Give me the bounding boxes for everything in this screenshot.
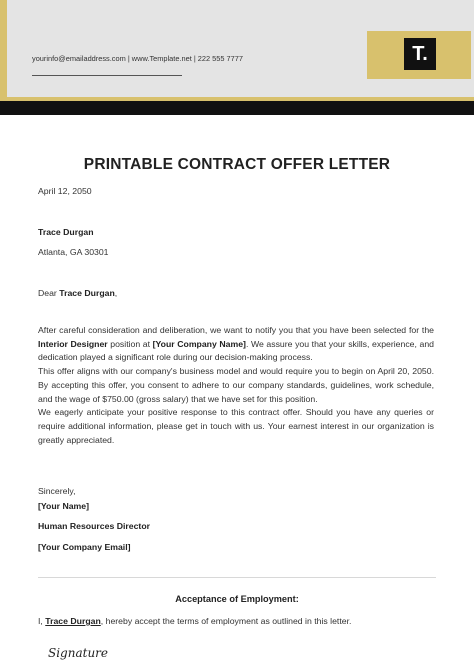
signer-title: Human Resources Director: [38, 521, 151, 531]
letter-body: [38, 324, 434, 447]
p1-text-b: position at: [107, 338, 153, 349]
p1-company: [Your Company Name]: [152, 338, 246, 349]
contact-info: yourinfo@emailaddress.com | www.Template.net | 222 555 7777: [32, 54, 243, 63]
salutation-name: Trace Durgan: [59, 288, 115, 298]
recipient-address: Atlanta, GA 30301: [38, 247, 109, 257]
signer-name: [Your Name]: [38, 501, 90, 511]
acceptance-name: Trace Durgan: [45, 616, 101, 626]
body-paragraph-3: We eagerly anticipate your positive response to this contract offer. Should you have any queries or require additional information, please get in touch with us. Your earnest interest in our organization is greatly appreciated.: [38, 407, 434, 445]
contact-underline: [32, 75, 182, 76]
salutation-suffix: ,: [114, 288, 118, 298]
salutation: [38, 286, 117, 300]
body-paragraph-1: [38, 324, 434, 365]
salutation-prefix: Dear: [38, 288, 60, 298]
recipient-name: Trace Durgan: [38, 227, 94, 237]
header-dark-band: [0, 101, 474, 115]
signature-label: Signature: [48, 646, 109, 660]
letterhead: [0, 0, 474, 97]
template-logo-icon: [404, 38, 436, 70]
acceptance-heading: Acceptance of Employment:: [175, 594, 299, 604]
p1-text-a: After careful consideration and deliberation, we want to notify you that you have been selected for the: [38, 325, 434, 335]
body-paragraph-2: This offer aligns with our company's business model and would require you to begin on April 20, 2050. By accepting this offer, you consent to adhere to our company standards, guidelines, work schedule, and the wage of $750.00 (gross salary) that we have set for this position.: [38, 366, 434, 404]
document-title: PRINTABLE CONTRACT OFFER LETTER: [83, 156, 391, 173]
p1-text-c: . We assure you that your skills, experience, and dedication played a significant role during our decision-making process.: [38, 338, 435, 363]
signer-email: [Your Company Email]: [38, 542, 131, 552]
acceptance-prefix: I,: [38, 616, 46, 626]
closing: Sincerely,: [38, 486, 76, 496]
acceptance-statement: [38, 614, 351, 628]
accent-side-bar: [0, 0, 7, 97]
p1-role: Interior Designer: [38, 338, 108, 349]
acceptance-suffix: , hereby accept the terms of employment as outlined in this letter.: [100, 616, 352, 626]
section-divider: [38, 577, 436, 578]
letter-date: April 12, 2050: [38, 186, 92, 196]
logo-letter: T.: [412, 43, 428, 65]
